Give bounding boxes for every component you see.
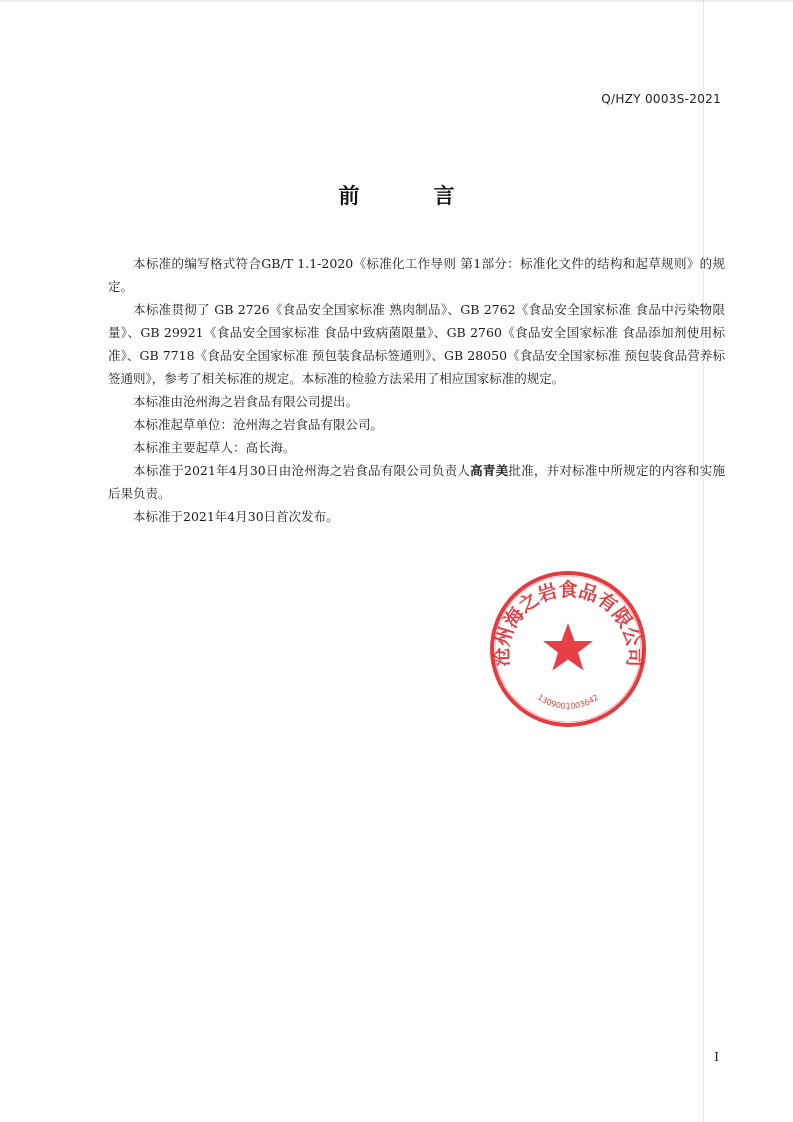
- seal-company-name: 沧州海之岩食品有限公司: [490, 579, 646, 667]
- paragraph-release: 本标准于2021年4月30日首次发布。: [133, 509, 339, 524]
- company-seal: [487, 568, 649, 730]
- foreword-body: [108, 252, 725, 528]
- seal-star-icon: [543, 623, 593, 671]
- page-number: I: [714, 1050, 719, 1064]
- paragraph-drafting-unit: 本标准起草单位：沧州海之岩食品有限公司。: [133, 417, 384, 432]
- approval-text-after: 批准，并对标准中所规定的内容和实施后果负责。: [108, 463, 725, 501]
- page-title: [0, 180, 793, 210]
- svg-text:1309001003642: [536, 693, 600, 711]
- title-char-left: 前: [338, 184, 360, 208]
- seal-code: 1309001003642: [535, 692, 601, 711]
- approval-text-before: 本标准于2021年4月30日由沧州海之岩食品有限公司负责人: [133, 463, 471, 478]
- title-char-right: 言: [433, 184, 455, 208]
- approver-name: 高青美: [470, 463, 509, 478]
- paragraph-format: 本标准的编写格式符合GB/T 1.1-2020《标准化工作导则 第1部分：标准化文件的结构和起草规则》的规定。: [108, 256, 725, 294]
- paragraph-approval: [108, 459, 725, 505]
- scan-edge: [0, 0, 793, 3]
- document-code: Q/HZY 0003S-2021: [601, 92, 721, 106]
- scan-fold-line: [703, 0, 704, 1122]
- paragraph-drafter: 本标准主要起草人：高长海。: [133, 440, 296, 455]
- paragraph-proposer: 本标准由沧州海之岩食品有限公司提出。: [133, 394, 359, 409]
- paragraph-references: 本标准贯彻了 GB 2726《食品安全国家标准 熟肉制品》、GB 2762《食品安全国家标准 食品中污染物限量》、GB 29921《食品安全国家标准 食品中致病菌限量》、GB 2760《食品安全国家标准 食品添加剂使用标准》、GB 7718《食品安全国家标准 预包装食品标签通则》、GB 28050《食品安全国家标准 预包装食品营养标签通则》，参考了相关标准的规定。本标准的检验方法采用了相应国家标准的规定。: [108, 302, 725, 386]
